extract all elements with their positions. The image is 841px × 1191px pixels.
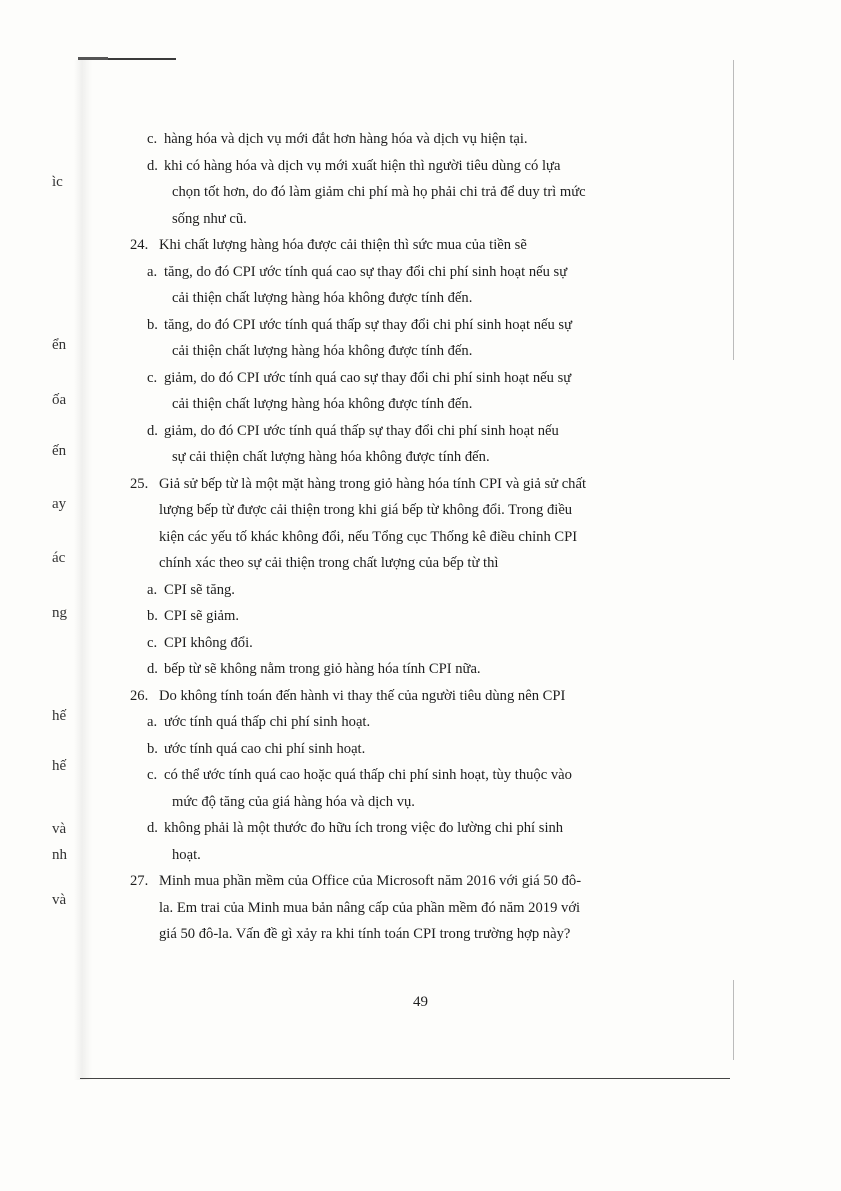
- option-text-cont: cải thiện chất lượng hàng hóa không được tính đến.: [172, 290, 473, 306]
- question-text-cont: chính xác theo sự cải thiện trong chất lượng của bếp từ thì: [159, 555, 499, 571]
- question-text: Giả sử bếp từ là một mặt hàng trong giỏ hàng hóa tính CPI và giả sử chất: [159, 475, 587, 492]
- question-26: [130, 683, 700, 869]
- question-27: [130, 868, 700, 948]
- option-letter: c.: [147, 634, 158, 651]
- question-text: Minh mua phần mềm của Office của Microsoft năm 2016 với giá 50 đô-: [159, 873, 582, 889]
- option-text: CPI không đổi.: [164, 634, 253, 651]
- option-text: bếp từ sẽ không nằm trong giỏ hàng hóa tính CPI nữa.: [164, 661, 481, 677]
- question-number: 27.: [130, 873, 149, 889]
- option-letter: c.: [147, 131, 158, 147]
- question-number: 25.: [130, 475, 149, 492]
- option-letter: b.: [147, 608, 158, 624]
- bleed-fragment: hế: [52, 708, 67, 724]
- top-rule: [78, 58, 176, 60]
- option-letter: d.: [147, 422, 158, 439]
- bleed-fragment: và: [52, 821, 67, 837]
- question-24: [130, 232, 700, 471]
- option-letter: d.: [147, 661, 158, 677]
- bleed-fragment: ác: [52, 550, 66, 566]
- question-text: Do không tính toán đến hành vi thay thế của người tiêu dùng nên CPI: [159, 687, 566, 704]
- option-letter: b.: [147, 740, 158, 757]
- option-letter: c.: [147, 767, 158, 783]
- page-content: [130, 126, 700, 948]
- binding-gutter-shadow: [74, 60, 92, 1080]
- bleed-fragment: ến: [52, 443, 67, 459]
- option-letter: d.: [147, 820, 158, 836]
- option-text: CPI sẽ tăng.: [164, 581, 235, 598]
- bleed-fragment: nh: [52, 847, 67, 863]
- question-25: [130, 471, 700, 683]
- option-text: giảm, do đó CPI ước tính quá cao sự thay đổi chi phí sinh hoạt nếu sự: [164, 369, 572, 386]
- option-text-cont: mức độ tăng của giá hàng hóa và dịch vụ.: [172, 793, 415, 810]
- option-letter: c.: [147, 369, 158, 386]
- option-letter: a.: [147, 263, 158, 280]
- question-number: 24.: [130, 237, 149, 253]
- option-letter: a.: [147, 581, 158, 598]
- option-text: khi có hàng hóa và dịch vụ mới xuất hiện thì người tiêu dùng có lựa: [164, 157, 561, 174]
- option-letter: d.: [147, 157, 158, 174]
- right-edge-line-lower: [733, 980, 734, 1060]
- option-text-cont: cải thiện chất lượng hàng hóa không được tính đến.: [172, 343, 473, 359]
- question-text-cont: giá 50 đô-la. Vấn đề gì xảy ra khi tính toán CPI trong trường hợp này?: [159, 926, 571, 942]
- page-number: 49: [413, 994, 428, 1010]
- bleed-fragment: và: [52, 892, 67, 908]
- option-text: ước tính quá cao chi phí sinh hoạt.: [164, 740, 366, 757]
- bleed-fragment: ìc: [52, 174, 63, 190]
- prev-question-tail: [130, 126, 700, 232]
- option-text: ước tính quá thấp chi phí sinh hoạt.: [164, 714, 371, 730]
- bleed-fragment: hế: [52, 758, 67, 774]
- option-text-cont: chọn tốt hơn, do đó làm giảm chi phí mà họ phải chi trả để duy trì mức: [172, 184, 586, 200]
- right-edge-line: [733, 60, 734, 360]
- option-text-cont: cải thiện chất lượng hàng hóa không được tính đến.: [172, 396, 473, 412]
- option-letter: a.: [147, 714, 158, 730]
- option-text-cont: hoạt.: [172, 846, 201, 863]
- question-text-cont: kiện các yếu tố khác không đổi, nếu Tổng cục Thống kê điều chỉnh CPI: [159, 528, 578, 545]
- bleed-fragment: ển: [52, 337, 67, 353]
- option-text-cont: sống như cũ.: [172, 210, 247, 227]
- option-text: CPI sẽ giảm.: [164, 608, 239, 624]
- bleed-fragment: ốa: [52, 392, 67, 408]
- option-text: giảm, do đó CPI ước tính quá thấp sự thay đổi chi phí sinh hoạt nếu: [164, 422, 559, 439]
- option-text: không phải là một thước đo hữu ích trong việc đo lường chi phí sinh: [164, 820, 564, 836]
- option-text: hàng hóa và dịch vụ mới đắt hơn hàng hóa và dịch vụ hiện tại.: [164, 131, 528, 147]
- question-text-cont: lượng bếp từ được cải thiện trong khi giá bếp từ không đổi. Trong điều: [159, 502, 573, 518]
- bottom-rule: [80, 1078, 730, 1079]
- bleed-fragment: ng: [52, 605, 67, 621]
- option-text-cont: sự cải thiện chất lượng hàng hóa không được tính đến.: [172, 449, 490, 465]
- option-text: tăng, do đó CPI ước tính quá thấp sự thay đổi chi phí sinh hoạt nếu sự: [164, 316, 573, 333]
- question-number: 26.: [130, 687, 149, 704]
- question-text-cont: la. Em trai của Minh mua bản nâng cấp của phần mềm đó năm 2019 với: [159, 899, 581, 916]
- option-letter: b.: [147, 316, 158, 333]
- bleed-fragment: ay: [52, 496, 67, 512]
- option-text: có thể ước tính quá cao hoặc quá thấp chi phí sinh hoạt, tùy thuộc vào: [164, 767, 572, 783]
- option-text: tăng, do đó CPI ước tính quá cao sự thay đổi chi phí sinh hoạt nếu sự: [164, 263, 568, 280]
- question-text: Khi chất lượng hàng hóa được cải thiện thì sức mua của tiền sẽ: [159, 237, 527, 253]
